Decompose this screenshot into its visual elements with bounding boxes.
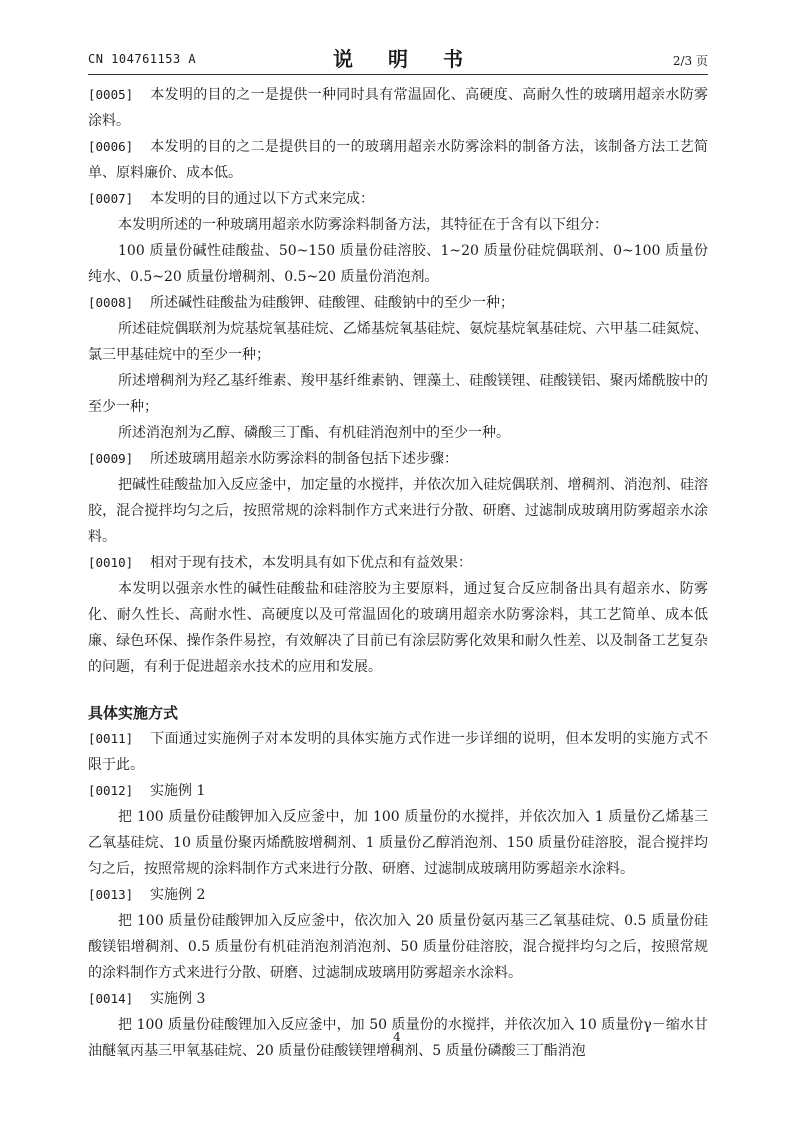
paragraph-number: [0013] <box>88 887 134 902</box>
paragraph <box>88 550 708 576</box>
paragraph <box>88 186 708 212</box>
paragraph-text: 100 质量份碱性硅酸盐、50~150 质量份硅溶胶、1~20 质量份硅烷偶联剂、0~100 质量份纯水、0.5~20 质量份增稠剂、0.5~20 质量份消泡剂。 <box>88 243 708 285</box>
paragraph-number: [0012] <box>88 783 134 798</box>
paragraph <box>88 82 708 134</box>
document-body <box>88 82 708 1064</box>
paragraph <box>88 882 708 908</box>
section-heading: 具体实施方式 <box>88 704 179 722</box>
page-header <box>88 40 708 75</box>
paragraph-text: 下面通过实施例子对本发明的具体实施方式作进一步详细的说明，但本发明的实施方式不限于此。 <box>88 731 708 773</box>
publication-number: CN 104761153 A <box>88 52 197 66</box>
embodiment-section <box>88 726 708 1064</box>
summary-section <box>88 82 708 680</box>
paragraph <box>88 986 708 1012</box>
document-title: 说 明 书 <box>333 47 477 71</box>
paragraph <box>88 134 708 186</box>
paragraph-number: [0006] <box>88 139 134 154</box>
paragraph-text: 实施例 1 <box>150 783 206 799</box>
paragraph-number: [0010] <box>88 555 134 570</box>
paragraph-text: 本发明的目的之一是提供一种同时具有常温固化、高硬度、高耐久性的玻璃用超亲水防雾涂料。 <box>88 87 708 129</box>
paragraph-text: 所述玻璃用超亲水防雾涂料的制备包括下述步骤： <box>150 451 458 467</box>
paragraph <box>88 804 708 882</box>
paragraph-text: 把 100 质量份硅酸钾加入反应釜中，依次加入 20 质量份氨丙基三乙氧基硅烷、0.5 质量份硅酸镁铝增稠剂、0.5 质量份有机硅消泡剂消泡剂、50 质量份硅溶胶，混合搅拌均匀之后，按照常规的涂料制作方式来进行分散、研磨、过滤制成玻璃用防雾超亲水涂料。 <box>88 913 708 981</box>
paragraph <box>88 212 708 238</box>
paragraph <box>88 908 708 986</box>
paragraph-text: 把碱性硅酸盐加入反应釜中，加定量的水搅拌，并依次加入硅烷偶联剂、增稠剂、消泡剂、硅溶胶，混合搅拌均匀之后，按照常规的涂料制作方式来进行分散、研磨、过滤制成玻璃用防雾超亲水涂料。 <box>88 477 708 545</box>
paragraph <box>88 472 708 550</box>
paragraph-number: [0008] <box>88 295 134 310</box>
paragraph-text: 所述增稠剂为羟乙基纤维素、羧甲基纤维素钠、锂藻土、硅酸镁锂、硅酸镁铝、聚丙烯酰胺中的至少一种； <box>88 373 708 415</box>
paragraph-text: 实施例 3 <box>150 991 206 1007</box>
paragraph-text: 实施例 2 <box>150 887 206 903</box>
paragraph <box>88 316 708 368</box>
paragraph <box>88 576 708 680</box>
paragraph <box>88 238 708 290</box>
paragraph-text: 所述消泡剂为乙醇、磷酸三丁酯、有机硅消泡剂中的至少一种。 <box>118 425 510 441</box>
paragraph <box>88 778 708 804</box>
paragraph-number: [0011] <box>88 731 134 746</box>
paragraph-number: [0009] <box>88 451 134 466</box>
paragraph-number: [0007] <box>88 191 134 206</box>
paragraph-text: 把 100 质量份硅酸锂加入反应釜中，加 50 质量份的水搅拌，并依次加入 10 质量份γ－缩水甘油醚氧丙基三甲氧基硅烷、20 质量份硅酸镁锂增稠剂、5 质量份磷酸三丁酯消泡 <box>88 1017 708 1059</box>
paragraph <box>88 368 708 420</box>
paragraph-text: 本发明的目的通过以下方式来完成： <box>150 191 374 207</box>
page-number: 4 <box>393 1030 401 1044</box>
paragraph-text: 本发明所述的一种玻璃用超亲水防雾涂料制备方法，其特征在于含有以下组分： <box>118 217 608 233</box>
paragraph-text: 相对于现有技术，本发明具有如下优点和有益效果： <box>150 555 472 571</box>
paragraph-text: 所述碱性硅酸盐为硅酸钾、硅酸锂、硅酸钠中的至少一种； <box>150 295 514 311</box>
paragraph <box>88 446 708 472</box>
paragraph-text: 把 100 质量份硅酸钾加入反应釜中，加 100 质量份的水搅拌，并依次加入 1 质量份乙烯基三乙氧基硅烷、10 质量份聚丙烯酰胺增稠剂、1 质量份乙醇消泡剂、150 质量份硅溶胶，混合搅拌均匀之后，按照常规的涂料制作方式来进行分散、研磨、过滤制成玻璃用防雾超亲水涂料。 <box>88 809 708 877</box>
paragraph-number: [0005] <box>88 87 134 102</box>
paragraph-number: [0014] <box>88 991 134 1006</box>
paragraph-text: 所述硅烷偶联剂为烷基烷氧基硅烷、乙烯基烷氧基硅烷、氨烷基烷氧基硅烷、六甲基二硅氮烷、氯三甲基硅烷中的至少一种； <box>88 321 708 363</box>
paragraph <box>88 290 708 316</box>
paragraph-text: 本发明的目的之二是提供目的一的玻璃用超亲水防雾涂料的制备方法，该制备方法工艺简单、原料廉价、成本低。 <box>88 139 708 181</box>
page-indicator: 2/3 页 <box>672 54 708 68</box>
paragraph <box>88 420 708 446</box>
paragraph <box>88 726 708 778</box>
paragraph-text: 本发明以强亲水性的碱性硅酸盐和硅溶胶为主要原料，通过复合反应制备出具有超亲水、防雾化、耐久性长、高耐水性、高硬度以及可常温固化的玻璃用超亲水防雾涂料，其工艺简单、成本低廉、绿色环保、操作条件易控，有效解决了目前已有涂层防雾化效果和耐久性差、以及制备工艺复杂的问题，有利于促进超亲水技术的应用和发展。 <box>88 581 708 675</box>
